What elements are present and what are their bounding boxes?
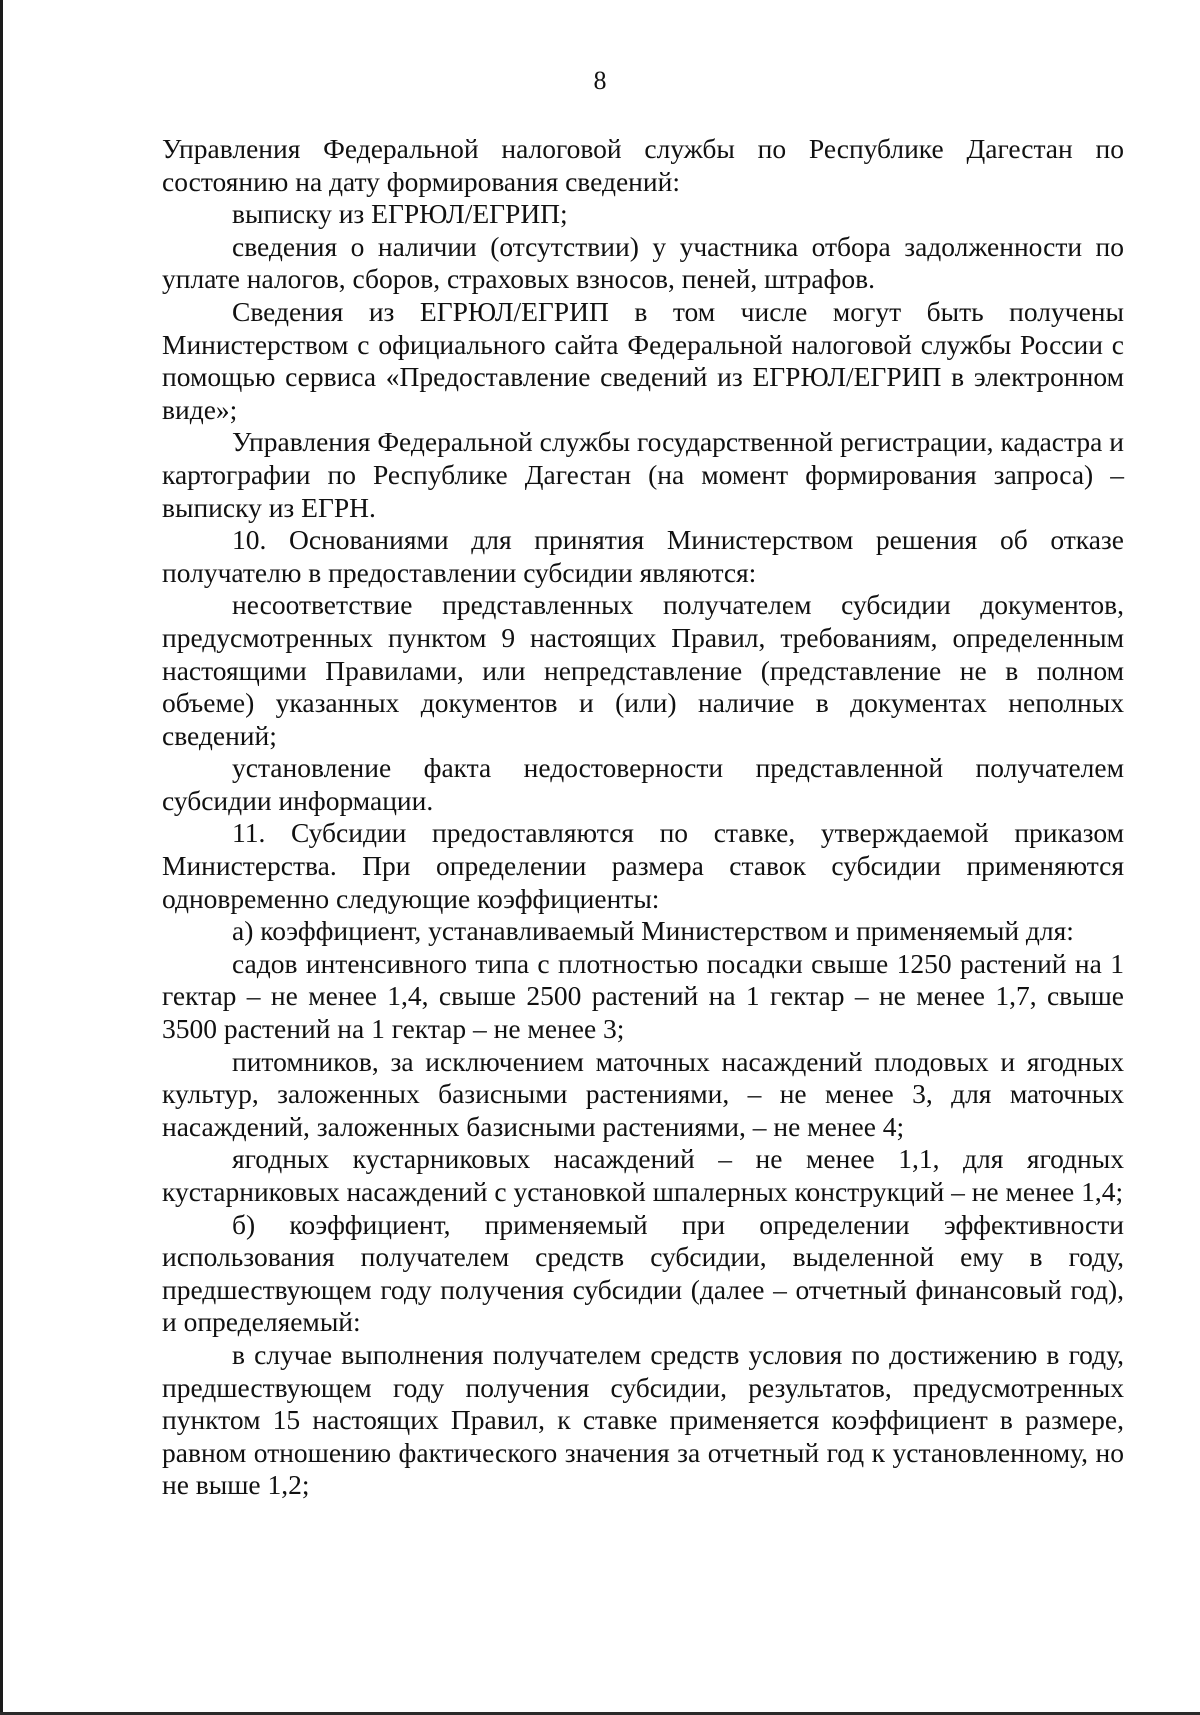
paragraph: установление факта недостоверности представленной получателем субсидии информации. — [162, 752, 1124, 816]
paragraph: несоответствие представленных получателем субсидии документов, предусмотренных пунктом 9 настоящих Правил, требованиям, определенным настоящими Правилами, или непредставление (представление не в полном объеме) указанных документов и (или) наличие в документах неполных сведений; — [162, 589, 1124, 751]
paragraph: Управления Федеральной службы государственной регистрации, кадастра и картографии по Республике Дагестан (на момент формирования запроса) – выписку из ЕГРН. — [162, 426, 1124, 523]
paragraph: ягодных кустарниковых насаждений – не менее 1,1, для ягодных кустарниковых насаждений с установкой шпалерных конструкций – не менее 1,4; — [162, 1143, 1124, 1207]
paragraph: Сведения из ЕГРЮЛ/ЕГРИП в том числе могут быть получены Министерством с официального сайта Федеральной налоговой службы России с помощью сервиса «Предоставление сведений из ЕГРЮЛ/ЕГРИП в электронном виде»; — [162, 295, 1124, 425]
paragraph: выписку из ЕГРЮЛ/ЕГРИП; — [232, 198, 568, 230]
paragraph: в случае выполнения получателем средств условия по достижению в году, предшествующем году получения субсидии, результатов, предусмотренных пунктом 15 настоящих Правил, к ставке применяется коэффициент в размере, равном отношению фактического значения за отчетный год к установленному, но не выше 1,2; — [162, 1338, 1124, 1501]
page-number: 8 — [593, 66, 607, 95]
paragraph-subclause-b: б) коэффициент, применяемый при определении эффективности использования получателем средств субсидии, выделенной ему в году, предшествующем году получения субсидии (далее – отчетный финансовый год), и определяемый: — [162, 1208, 1124, 1338]
paragraph: садов интенсивного типа с плотностью посадки свыше 1250 растений на 1 гектар – не менее 1,4, свыше 2500 растений на 1 гектар – не менее 1,7, свыше 3500 растений на 1 гектар – не менее 3; — [162, 947, 1124, 1045]
document-body — [162, 133, 1124, 1502]
paragraph: питомников, за исключением маточных насаждений плодовых и ягодных культур, заложенных базисными растениями, – не менее 3, для маточных насаждений, заложенных базисными растениями, – не менее 4; — [162, 1045, 1124, 1142]
paragraph-continuation: Управления Федеральной налоговой службы по Республике Дагестан по состоянию на дату формирования сведений: — [162, 133, 1124, 197]
paragraph-subclause-a: а) коэффициент, устанавливаемый Министерством и применяемый для: — [232, 915, 1074, 947]
paragraph-clause-10: 10. Основаниями для принятия Министерством решения об отказе получателю в предоставлении субсидии являются: — [162, 524, 1124, 588]
paragraph-clause-11: 11. Субсидии предоставляются по ставке, утверждаемой приказом Министерства. При определении размера ставок субсидии применяются одновременно следующие коэффициенты: — [162, 817, 1124, 914]
scan-left-edge — [0, 0, 3, 1715]
paragraph: сведения о наличии (отсутствии) у участника отбора задолженности по уплате налогов, сборов, страховых взносов, пеней, штрафов. — [162, 230, 1124, 295]
